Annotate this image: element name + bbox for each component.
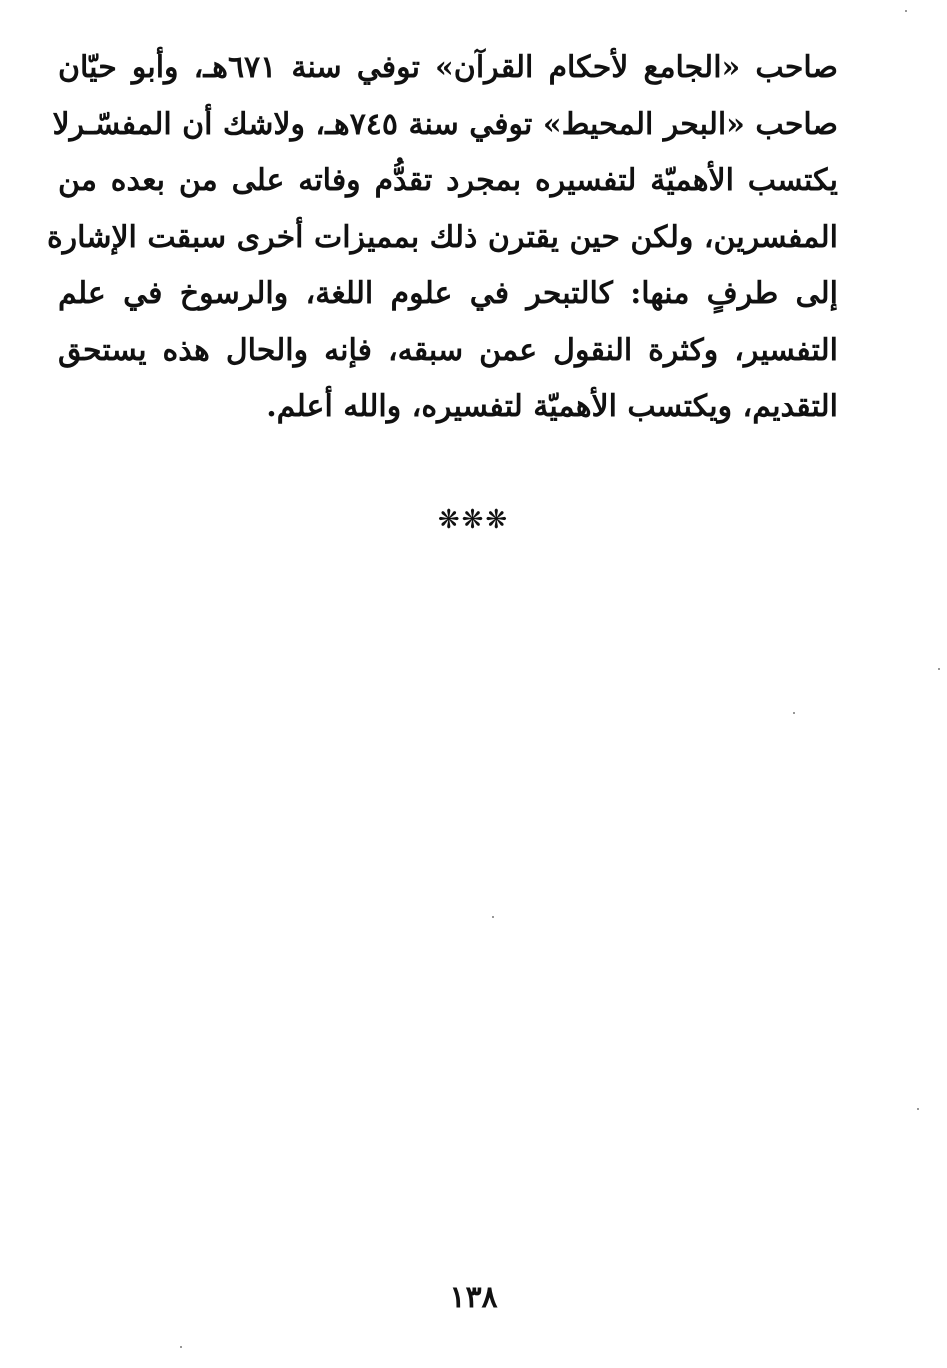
- paragraph-line-1: صاحب «الجامع لأحكام القرآن» توفي سنة ٦٧١هـ، وأبو حيّان: [58, 50, 838, 85]
- paragraph-line-2: صاحب «البحر المحيط» توفي سنة ٧٤٥هـ، ولاشك أن المفسّـرلا: [52, 106, 838, 142]
- scan-speck: [793, 712, 795, 714]
- paragraph-line-4: المفسرين، ولكن حين يقترن ذلك بمميزات أخرى سبقت الإشارة: [46, 219, 838, 255]
- paragraph-line-6: التفسير، وكثرة النقول عمن سبقه، فإنه والحال هذه يستحق: [58, 332, 838, 368]
- paragraph-line-5: إلى طرفٍ منها: كالتبحر في علوم اللغة، والرسوخ في علم: [58, 276, 838, 311]
- scan-speck: [180, 1346, 182, 1348]
- page-number: ١٣٨: [449, 1280, 498, 1315]
- section-separator: ❋❋❋: [437, 505, 510, 535]
- paragraph-line-3: يكتسب الأهميّة لتفسيره بمجرد تقدُّم وفاته على من بعده من: [58, 163, 838, 198]
- scan-speck: [938, 668, 940, 670]
- body-paragraph: [46, 40, 838, 436]
- scan-speck: [492, 916, 494, 918]
- scan-speck: [917, 1108, 919, 1110]
- paragraph-line-7: التقديم، ويكتسب الأهميّة لتفسيره، والله أعلم.: [266, 389, 838, 424]
- scan-speck: [905, 10, 907, 12]
